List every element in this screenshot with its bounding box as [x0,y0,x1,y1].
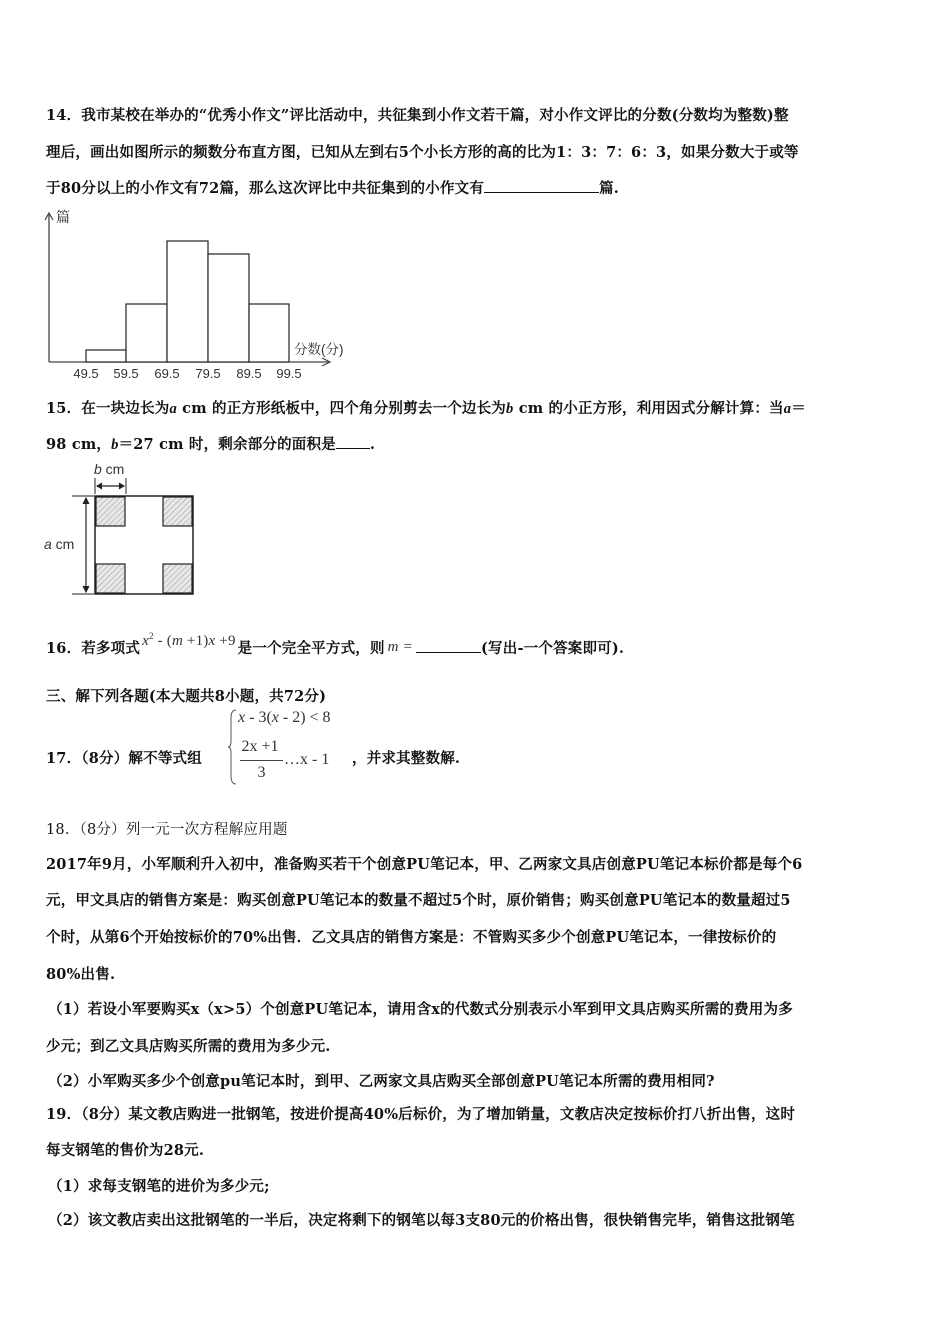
q16-answer-blank[interactable] [416,640,481,653]
x-tick-5: 99.5 [276,366,302,381]
q16-middle: 是一个完全平方式，则 [237,640,385,657]
q15-answer-blank[interactable] [336,436,370,449]
q19-sub-2: （2）该文教店卖出这批钢笔的一半后，决定将剩下的钢笔以每3支80元的价格出售，很快销售完毕，销售这批钢笔 [48,1212,795,1229]
q16-m-equals: m = [387,639,413,655]
q16-prefix: 16．若多项式 [46,640,141,657]
q18-para-4: 80%出售. [46,966,116,983]
corner-square-bl [96,564,125,593]
q15-text-a: 15．在一块边长为 [46,400,170,417]
q18-sub-2: （2）小军购买多少个创意pu笔记本时，到甲、乙两家文具店购买全部创意PU笔记本所需的费用相同? [48,1073,715,1090]
var-a-2: a [783,401,792,417]
y-axis-label: 篇 [56,209,70,225]
q14-line-1: 14．我市某校在举办的“优秀小作文”评比活动中，共征集到小作文若干篇，对小作文评比的分数(分数均为整数)整 [46,107,789,124]
q19-sub-1: （1）求每支钢笔的进价为多少元; [48,1178,270,1195]
q17-fraction-numerator: 2x +1 [241,738,279,755]
x-axis-label: 分数(分) [294,342,344,357]
square-cutout-figure [40,458,210,603]
q18-para-2: 元，甲文具店的销售方案是：购买创意PU笔记本的数量不超过5个时，原价销售；购买创意PU笔记本的数量超过5 [46,892,791,909]
q17-inequality-2-rhs: …x - 1 [284,751,330,768]
q18-sub-1-line-2: 少元；到乙文具店购买所需的费用为多少元. [46,1038,331,1055]
q18-sub-1-line-1: （1）若设小军要购买x（x>5）个创意PU笔记本，请用含x的代数式分别表示小军到甲文具店购买所需的费用为多 [48,1001,793,1018]
brace-icon [228,708,236,786]
b-cm-label: b cm [94,461,125,477]
var-b-2: b [111,437,119,453]
q15-text-c: cm 的正方形纸板中，四个角分别剪去一个边长为 [176,400,507,417]
q14-line-3-end: 篇. [599,180,620,197]
var-a: a [169,401,177,417]
x-tick-4: 89.5 [236,366,262,381]
q15-text-e: cm 的小正方形，利用因式分解计算：当 [513,400,784,417]
q17-inequality-1: x - 3(x - 2) < 8 [238,709,331,726]
fraction-bar [240,760,283,761]
bar-79.5-89.5 [208,254,249,362]
bar-69.5-79.5 [167,241,208,362]
q16-line [46,631,625,658]
x-tick-2: 69.5 [154,366,180,381]
corner-square-tl [96,497,125,526]
var-b: b [506,401,514,417]
x-tick-1: 59.5 [113,366,139,381]
q18-title: 18．（8分）列一元一次方程解应用题 [46,822,288,838]
q17-suffix: ，并求其整数解. [352,750,461,767]
q15-text-2c: ＝27 cm 时，剩余部分的面积是 [118,436,336,453]
q15-line-2 [46,433,375,454]
histogram-chart [40,205,370,385]
q16-suffix: (写出-一个答案即可). [480,640,625,657]
q17-prefix: 17．（8分）解不等式组 [46,750,202,767]
q19-line-1: 19．（8分）某文教店购进一批钢笔，按进价提高40%后标价，为了增加销量，文教店决定按标价打八折出售，这时 [46,1106,796,1123]
bar-49.5-59.5 [86,350,126,362]
q15-text-g: ＝ [791,400,806,417]
q18-para-3: 个时，从第6个开始按标价的70%出售．乙文具店的销售方案是：不管购买多少个创意PU笔记本，一律按标价的 [46,929,777,946]
bar-89.5-99.5 [249,304,289,362]
q14-line-3-text: 于80分以上的小作文有72篇，那么这次评比中共征集到的小作文有 [46,180,485,197]
q16-polynomial: $x^2 - (m +1)x +9$ [142,631,236,649]
q15-line-1 [46,397,806,418]
a-cm-label: a cm [44,536,75,552]
q17-fraction-denominator: 3 [257,764,266,781]
x-tick-3: 79.5 [195,366,221,381]
x-tick-0: 49.5 [73,366,99,381]
q15-text-2d: . [369,436,376,453]
q14-line-2: 理后，画出如图所示的频数分布直方图，已知从左到右5个小长方形的高的比为1：3：7：6：3，如果分数大于或等 [46,144,799,161]
q19-line-2: 每支钢笔的售价为28元. [46,1142,205,1159]
q18-para-1: 2017年9月，小军顺利升入初中，准备购买若干个创意PU笔记本，甲、乙两家文具店创意PU笔记本标价都是每个6 [46,856,803,873]
q15-text-2a: 98 cm， [46,436,112,453]
corner-square-br [163,564,192,593]
q14-answer-blank[interactable] [484,180,599,193]
bar-59.5-69.5 [126,304,167,362]
q14-line-3 [46,177,619,198]
corner-square-tr [163,497,192,526]
section-3-title: 三、解下列各题(本大题共8小题，共72分) [46,688,327,705]
